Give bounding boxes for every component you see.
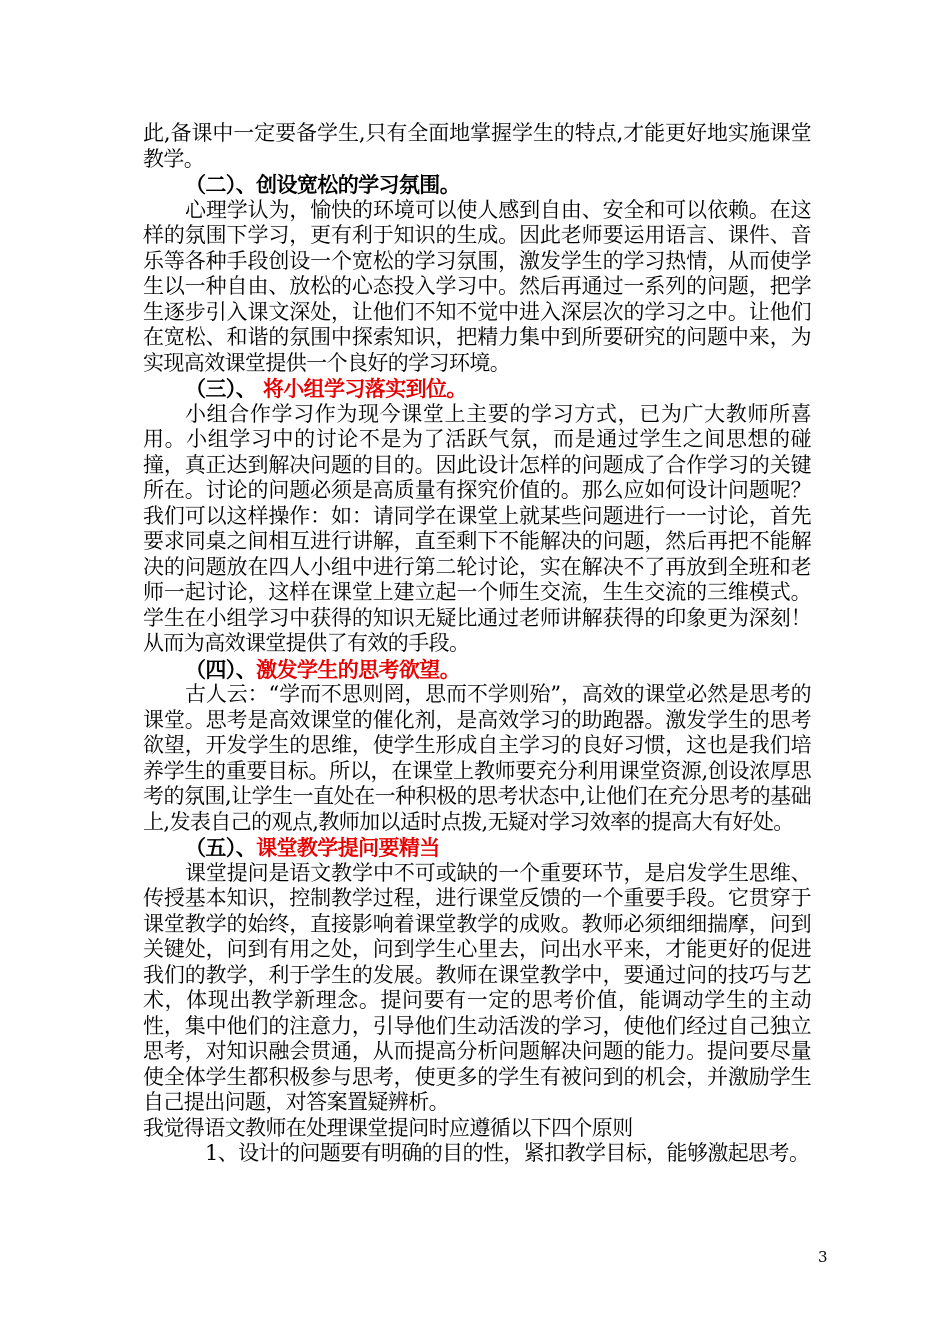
paragraph-principle-1: 1、设计的问题要有明确的目的性，紧扣教学目标，能够激起思考。 [205, 1141, 810, 1165]
paragraph-principles-intro: 我觉得语文教师在处理课堂提问时应遵循以下四个原则 [143, 1115, 633, 1140]
section-heading-2-prefix: （二）、 [185, 172, 257, 197]
section-heading-3-prefix: （三）、 [185, 376, 263, 401]
page-number: 3 [818, 1248, 828, 1266]
section-heading-4-title: 激发学生的思考欲望。 [256, 656, 461, 682]
section-heading-4-prefix: （四）、 [185, 656, 257, 682]
paragraph-questioning: 课堂提问是语文教学中不可或缺的一个重要环节，是启发学生思维、传授基本知识，控制教学过程，进行课堂反馈的一个重要手段。它贯穿于课堂教学的始终，直接影响着课堂教学的成败。教师必须细细揣摩，问到关键处，问到有用之处，问到学生心里去，问出水平来，才能更好的促进我们的教学，利于学生的发展。教师在课堂教学中，要通过问的技巧与艺术，体现出教学新理念。提问要有一定的思考价值，能调动学生的主动性，集中他们的注意力，引导他们生动活泼的学习，使他们经过自己独立思考，对知识融会贯通，从而提高分析问题解决问题的能力。提问要尽量使全体学生都积极参与思考，使更多的学生有被问到的机会，并激励学生自己提出问题，对答案置疑辨析。 [143, 860, 811, 1114]
paragraph-atmosphere: 心理学认为，愉快的环境可以使人感到自由、安全和可以依赖。在这样的氛围下学习，更有利于知识的生成。因此老师要运用语言、课件、音乐等各种手段创设一个宽松的学习氛围，激发学生的学习热情，从而使学生以一种自由、放松的心态投入学习中。然后再通过一系列的问题，把学生逐步引入课文深处，让他们不知不觉中进入深层次的学习之中。让他们在宽松、和谐的氛围中探索知识，把精力集中到所要研究的问题中来，为实现高效课堂提供一个良好的学习环境。 [143, 197, 811, 375]
paragraph-continuation: 此,备课中一定要备学生,只有全面地掌握学生的特点,才能更好地实施课堂教学。 [143, 121, 811, 171]
section-heading-4 [143, 657, 811, 683]
paragraph-group-learning: 小组合作学习作为现今课堂上主要的学习方式，已为广大教师所喜用。小组学习中的讨论不是为了活跃气氛，而是通过学生之间思想的碰撞，真正达到解决问题的目的。因此设计怎样的问题成了合作学习的关键所在。讨论的问题必须是高质量有探究价值的。那么应如何设计问题呢？我们可以这样操作：如：请同学在课堂上就某些问题进行一一讨论，首先要求同桌之间相互进行讲解，直至剩下不能解决的问题，然后再把不能解决的问题放在四人小组中进行第二轮讨论，实在解决不了再放到全班和老师一起讨论，这样在课堂上建立起一个师生交流，生生交流的三维模式。学生在小组学习中获得的知识无疑比通过老师讲解获得的印象更为深刻！从而为高效课堂提供了有效的手段。 [143, 401, 811, 655]
section-heading-5-prefix: （五）、 [185, 835, 257, 860]
paragraph-thinking: 古人云：“学而不思则罔，思而不学则殆”，高效的课堂必然是思考的课堂。思考是高效课堂的催化剂，是高效学习的助跑器。激发学生的思考欲望，开发学生的思维，使学生形成自主学习的良好习惯，这也是我们培养学生的重要目标。所以，在课堂上教师要充分利用课堂资源,创设浓厚思考的氛围,让学生一直处在一种积极的思考状态中,让他们在充分思考的基础上,发表自己的观点,教师加以适时点拨,无疑对学习效率的提高大有好处。 [143, 682, 811, 834]
section-heading-3-title: 将小组学习落实到位。 [262, 376, 467, 401]
section-heading-2 [143, 172, 811, 198]
section-heading-5 [143, 835, 811, 861]
section-heading-3 [143, 376, 811, 402]
section-heading-5-title: 课堂教学提问要精当 [256, 835, 440, 860]
section-heading-2-title: 创设宽松的学习氛围。 [256, 172, 461, 197]
page-content [143, 121, 811, 1167]
